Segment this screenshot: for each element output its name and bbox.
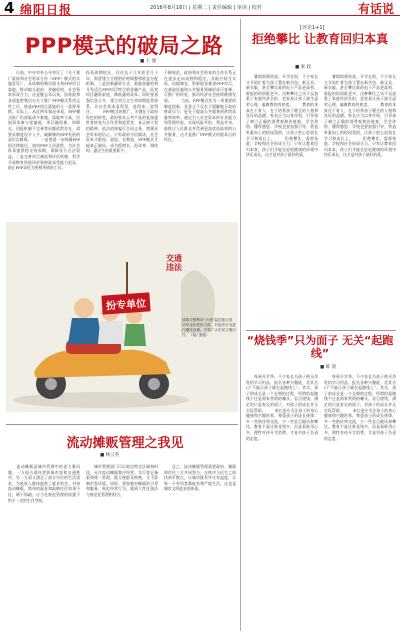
cartoon-illustration	[6, 222, 238, 412]
right-article-rule	[246, 330, 396, 331]
column-divider	[240, 19, 241, 631]
right-article1-title: 拒绝攀比 让教育回归本真	[251, 32, 389, 46]
article2-col3: 总之，流动摊贩管理需要政府、摊贩和市民三方共同努力，在秩序与民生之间找到平衡点，让城市既有序又有温度，让每一个劳动者都能有尊严地生活，这也是城市文明进步的体现。	[164, 464, 236, 492]
article2-title: 流动摊贩管理之我见	[66, 436, 184, 451]
page-number: 4	[4, 0, 15, 17]
column-tag: [评论1+1]	[300, 25, 325, 31]
article2-byline: ■ 林云英	[100, 453, 120, 458]
right-article2-byline: ■ 陈 晨	[320, 365, 337, 370]
article2-top-rule	[6, 424, 238, 425]
article1-title: PPP模式的破局之路	[24, 34, 224, 58]
article1-rule	[14, 66, 234, 67]
article2-col1: 流动摊贩是城市管理中的老大难问题，一方面占道经营影响市容和交通秩序，另一方面又满足了部分市民的生活需求，为低收入群体提供了就业机会。对待流动摊贩，简单的驱赶和取缔往往效果不佳，堵不如疏，应当在规范管理的前提下给予一定的生存空间。	[8, 464, 80, 503]
cartoon-title: 交通违法	[166, 254, 182, 272]
issue-meta: 2016年8月16日 | 星期二 | 责任编辑 | 审读 | 校对	[150, 5, 262, 11]
right-article1-col2: 暑假即将结束，开学在即，不少家长又开始忙着为孩子置办新书包、新文具、新衣服，甚至攀比谁的电子产品更高档、谁报的培训班更多。这种攀比之风不仅加重了家庭经济负担，更容易让孩子滋生虚荣心理，偏离教育的初衷。 教育的本真在于育人，在于培养孩子健全的人格和良好的品德。家长应当以身作则，引导孩子树立正确的消费观和价值观，学会珍惜、懂得感恩；学校也要加强引导，营造朴素向上的校园氛围，让孩子把心思放在学习和成长上。 拒绝攀比，需要家庭、学校和社会形成合力。只有让教育回归本真，孩子们才能在轻松健康的环境中快乐成长，这才是对孩子最好的爱。	[324, 74, 396, 158]
right-article1-col1: 暑假即将结束，开学在即，不少家长又开始忙着为孩子置办新书包、新文具、新衣服，甚至攀比谁的电子产品更高档、谁报的培训班更多。这种攀比之风不仅加重了家庭经济负担，更容易让孩子滋生虚荣心理，偏离教育的初衷。 教育的本真在于育人，在于培养孩子健全的人格和良好的品德。家长应当以身作则，引导孩子树立正确的消费观和价值观，学会珍惜、懂得感恩；学校也要加强引导，营造朴素向上的校园氛围，让孩子把心思放在学习和成长上。 拒绝攀比，需要家庭、学校和社会形成合力。只有让教育回归本真，孩子们才能在轻松健康的环境中快乐成长，这才是对孩子最好的爱。	[246, 74, 318, 158]
article1-col1: 日前，中央对外公开审议了《关于推广政府和社会资本合作（PPP）模式的实施意见》，从体制机制层面支持PPP项目落地，推动地方政府、金融机构、社会资本形成合力。这是继去年以来，国务院和各部委密集出台关于推广PPP模式系列文件之后，推进PPP项目落地的又一重要举措。实际上，从近两年情况来看，PPP模式推广仍面临诸多难题，落地率不高，民间资本参与度偏低，项目融资难、周期长、回报机制不完善等问题依然存在，需要从制度设计入手，破解制约PPP发展的深层次障碍。 一是要进一步明确PPP的法律地位，加快PPP立法进程，为社会资本提供稳定的预期，保障各方合法权益。二是完善项目遴选和评估机制，科学开展物有所值评价和财政承受能力论证，防止PPP异化为变相举债的工具。	[8, 70, 80, 171]
editorial-cartoon	[6, 222, 238, 412]
cartoon-caption: 成都交警利用“天网”监控加大电动车违法抓拍力度，对违法行为进行曝光处理，引导广大市民文明出行。（绘/ 蛋糕）	[182, 318, 236, 337]
article2-col2: 城市管理部门可以划定特定区域和时段，允许流动摊贩集中经营，实行登记备案和统一管理，既方便群众购物，又不影响市容环境。同时，要加强对摊贩的引导和服务，规范经营行为，做到人性化执法与规范化管理相结合。	[86, 464, 158, 497]
column-name: 有话说	[357, 2, 394, 16]
article1-col2: 投资周期较长，往往达十几年甚至几十年，需要建立合理的价格调整和收益分配机制。三是创新融资方式，鼓励金融机构开发适合PPP项目特点的金融产品，拓宽项目融资渠道，降低融资成本。同时要加强信息公开，建立项目全生命周期监管体系，让社会资本看得见、进得来、留得住。 PPP模式的推广，关键在于政府角色的转变。政府要从公共产品的直接提供者转变为合作者和监管者，真正树立契约精神，依法依规履行合同义务，增强社会资本的信心。只有政府守信践诺，社会资本才敢投、愿投、长期投，PPP模式才能真正破局，成为稳增长、促改革、调结构、惠民生的重要抓手。	[86, 70, 158, 154]
article1-col3: 不断规范，政府和社会资本的合作关系正在逐步走向成熟和稳定。各地应结合实际，因地制宜，积极稳妥推进PPP项目，在基础设施和公共服务领域形成可复制、可推广的经验，推动经济社会持续健康发展。 当前，PPP模式作为一项重要的制度创新，其意义不仅在于缓解地方政府财政压力，更在于提高公共服务的供给质量和效率。通过引入社会资本的专业能力和管理经验，实现风险共担、利益共享，最终让人民群众享受到更加优质高效的公共服务，这才是推广PPP模式的根本目的所在。	[164, 70, 236, 143]
cartoon-sign: 扮专单位	[101, 292, 150, 314]
right-article2-col2: 每到开学季，不少家长为孩子购买昂贵的学习用品、报名各种兴趣班，美其名曰“不能让孩子输在起跑线上”。其实，孩子的成长是一个长期的过程，所谓的起跑线不过是商家营销的噱头。盲目烧钱，满足的只是家长的面子，对孩子的成长并无实际帮助。 家长更应关注孩子的身心健康和兴趣培养，尊重孩子的成长规律，多一些陪伴和交流，少一些盲目跟风和攀比。教育不是比谁花钱多，而是看谁用心多，理性对待开学消费，才是对孩子负责的态度。	[324, 374, 396, 441]
right-article2-title: “烧钱季”只为面子 无关“起跑线”	[246, 334, 394, 360]
right-article2-col1: 每到开学季，不少家长为孩子购买昂贵的学习用品、报名各种兴趣班，美其名曰“不能让孩子输在起跑线上”。其实，孩子的成长是一个长期的过程，所谓的起跑线不过是商家营销的噱头。盲目烧钱，满足的只是家长的面子，对孩子的成长并无实际帮助。 家长更应关注孩子的身心健康和兴趣培养，尊重孩子的成长规律，多一些陪伴和交流，少一些盲目跟风和攀比。教育不是比谁花钱多，而是看谁用心多，理性对待开学消费，才是对孩子负责的态度。	[246, 374, 318, 441]
page-header	[0, 0, 400, 16]
right-article1-byline: ■ 张 政	[295, 65, 312, 70]
article1-byline: ■ 王 强	[140, 59, 157, 64]
newspaper-logo: 绵阳日报	[20, 3, 73, 17]
